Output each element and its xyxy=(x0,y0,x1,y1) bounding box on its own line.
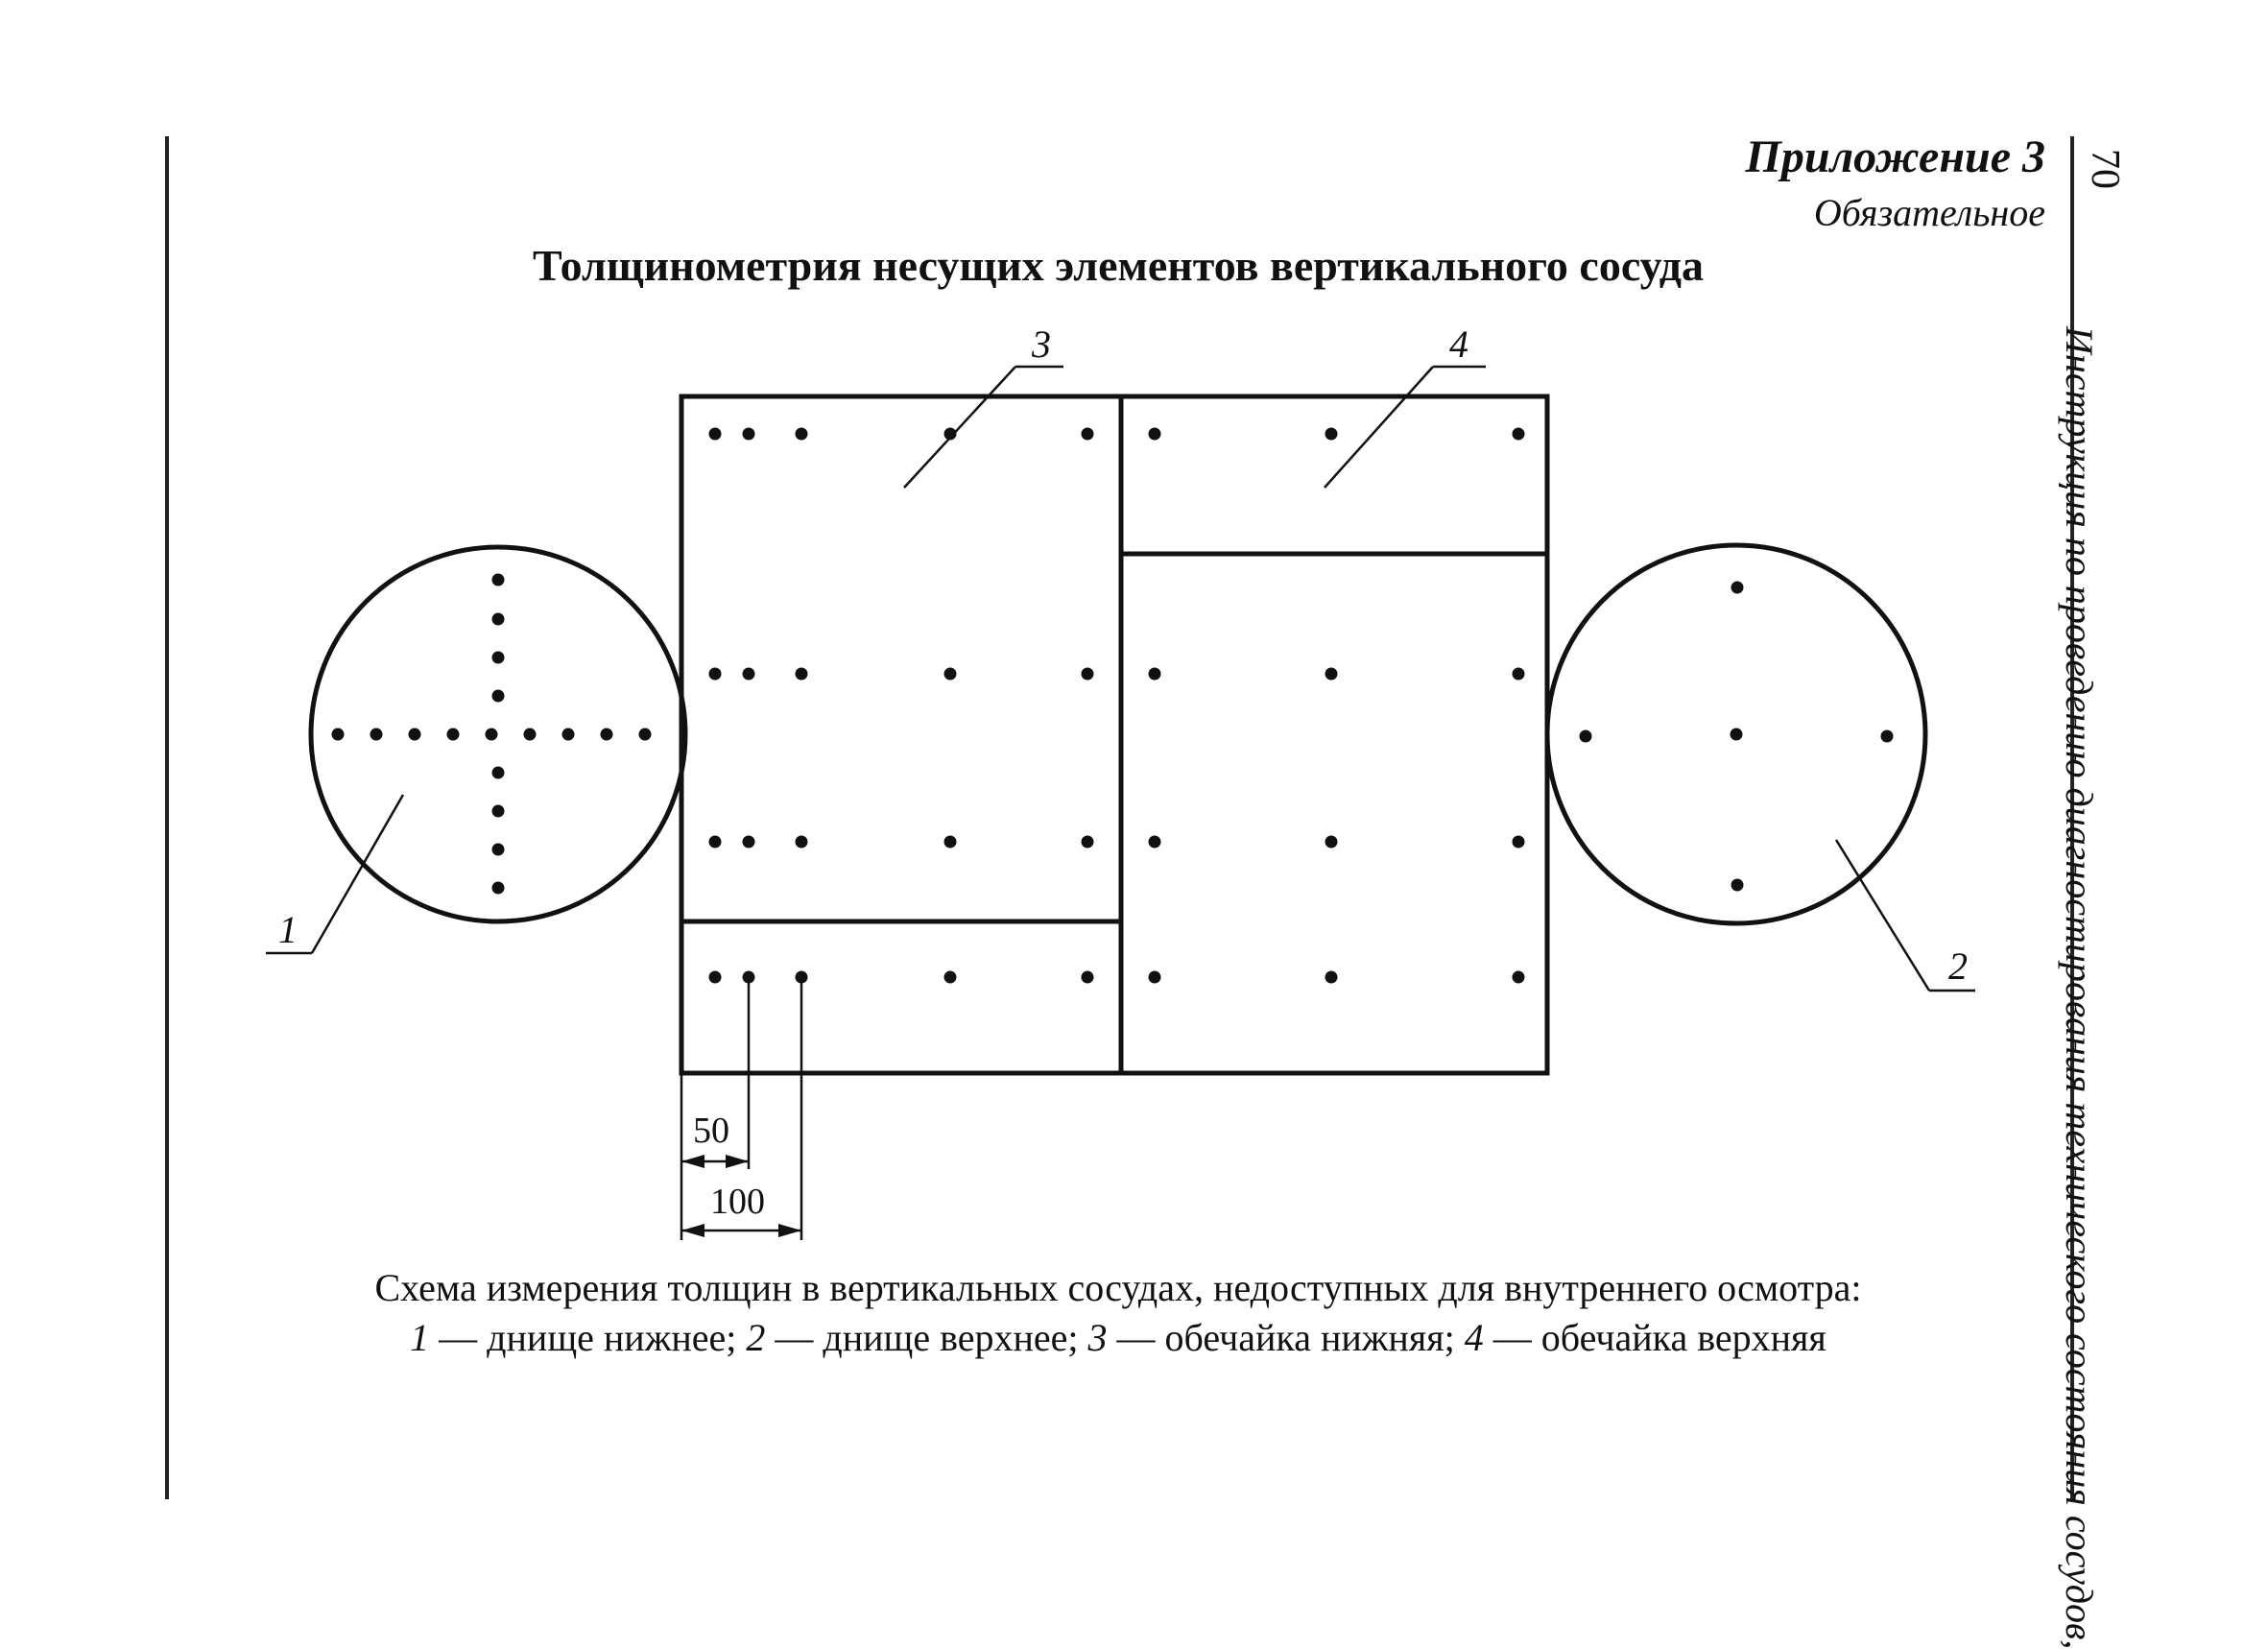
measurement-point xyxy=(562,729,575,741)
measurement-points xyxy=(332,428,1894,984)
measurement-point xyxy=(1149,836,1161,848)
dimension-100-label: 100 xyxy=(710,1182,765,1222)
leader-4 xyxy=(1325,367,1433,488)
measurement-point xyxy=(370,729,383,741)
measurement-point xyxy=(492,882,505,895)
measurement-point xyxy=(447,729,460,741)
measurement-point xyxy=(1325,668,1338,681)
measurement-point xyxy=(524,729,537,741)
measurement-point xyxy=(743,428,755,441)
leader-2 xyxy=(1836,840,1929,991)
measurement-point xyxy=(492,613,505,626)
measurement-point xyxy=(492,574,505,586)
measurement-point xyxy=(1149,668,1161,681)
measurement-point xyxy=(492,652,505,664)
shell-outline xyxy=(681,396,1547,1073)
dimension-50-label: 50 xyxy=(693,1111,729,1151)
label-2: 2 xyxy=(1948,944,1968,988)
measurement-point xyxy=(796,668,808,681)
leader-3 xyxy=(904,367,1015,488)
measurement-point xyxy=(743,668,755,681)
measurement-point xyxy=(1580,730,1592,743)
label-4: 4 xyxy=(1449,323,1468,366)
measurement-point xyxy=(1513,971,1525,984)
measurement-point xyxy=(486,729,498,741)
measurement-point xyxy=(944,971,957,984)
legend-text-1: — днище нижнее; xyxy=(429,1316,747,1359)
measurement-point xyxy=(1325,836,1338,848)
running-title: Инструкция по проведению диагностирования технического состояния сосудов, xyxy=(2058,326,2101,1649)
dimension-50-arrow-right xyxy=(726,1155,749,1168)
leader-1 xyxy=(312,795,403,953)
measurement-point xyxy=(1513,836,1525,848)
measurement-point xyxy=(1731,729,1743,741)
measurement-point xyxy=(1149,428,1161,441)
figure-caption-legend xyxy=(0,1315,2236,1360)
measurement-point xyxy=(1149,971,1161,984)
appendix-title: Приложение 3 xyxy=(1745,131,2045,182)
measurement-point xyxy=(944,668,957,681)
appendix-status: Обязательное xyxy=(1813,191,2045,234)
measurement-point xyxy=(1881,730,1894,743)
legend-text-2: — днище верхнее; xyxy=(765,1316,1088,1359)
legend-num-1: 1 xyxy=(410,1316,430,1359)
measurement-point xyxy=(492,844,505,856)
measurement-point xyxy=(1082,836,1094,848)
measurement-point xyxy=(492,805,505,818)
measurement-point xyxy=(409,729,421,741)
measurement-point xyxy=(709,668,722,681)
measurement-point xyxy=(1513,428,1525,441)
figure-caption-line1: Схема измерения толщин в вертикальных сосудах, недоступных для внутреннего осмотра: xyxy=(374,1266,1862,1309)
dimension-50-arrow-left xyxy=(681,1155,704,1168)
measurement-point xyxy=(1325,428,1338,441)
measurement-point xyxy=(1082,428,1094,441)
measurement-point xyxy=(796,428,808,441)
measurement-point xyxy=(796,836,808,848)
measurement-point xyxy=(944,836,957,848)
measurement-point xyxy=(1082,971,1094,984)
label-1: 1 xyxy=(278,908,298,951)
legend-text-3: — обечайка нижняя; xyxy=(1107,1316,1465,1359)
measurement-point xyxy=(492,767,505,779)
measurement-point xyxy=(709,428,722,441)
measurement-point xyxy=(332,729,345,741)
measurement-point xyxy=(1325,971,1338,984)
dimension-100-arrow-right xyxy=(778,1224,801,1237)
measurement-point xyxy=(639,729,652,741)
legend-num-2: 2 xyxy=(746,1316,766,1359)
label-3: 3 xyxy=(1032,323,1051,366)
measurement-point xyxy=(1731,879,1744,892)
page-number: 70 xyxy=(2083,149,2127,189)
measurement-point xyxy=(709,971,722,984)
measurement-point xyxy=(709,836,722,848)
measurement-point xyxy=(1082,668,1094,681)
legend-text-4: — обечайка верхняя xyxy=(1483,1316,1826,1359)
dimension-100-arrow-left xyxy=(681,1224,704,1237)
main-title: Толщинометрия несущих элементов вертикального сосуда xyxy=(532,241,1705,290)
measurement-point xyxy=(492,690,505,703)
lower-head-circle xyxy=(311,547,685,921)
legend-num-3: 3 xyxy=(1087,1316,1108,1359)
measurement-point xyxy=(601,729,613,741)
measurement-point xyxy=(743,836,755,848)
measurement-point xyxy=(1731,582,1744,594)
legend-num-4: 4 xyxy=(1464,1316,1484,1359)
measurement-point xyxy=(1513,668,1525,681)
